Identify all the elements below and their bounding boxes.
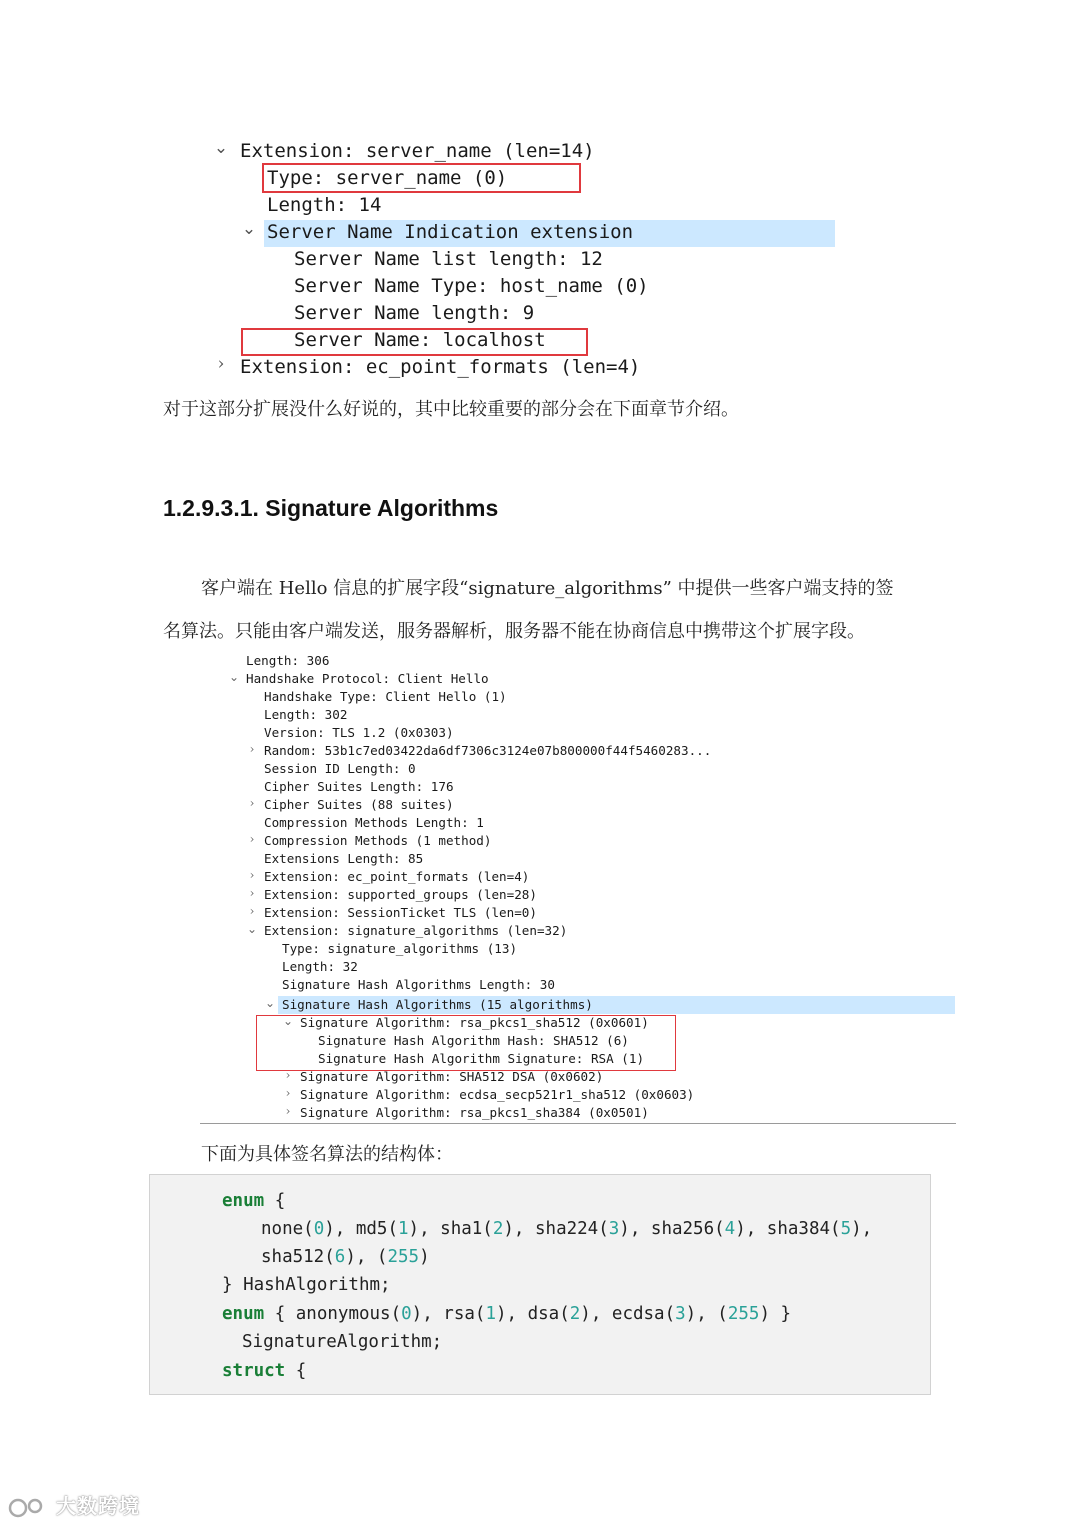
tree-row: Extension: signature_algorithms (len=32): [264, 923, 568, 938]
tree-row: Extension: SessionTicket TLS (len=0): [264, 905, 537, 920]
divider: [200, 1123, 956, 1124]
code-line: enum { anonymous(0), rsa(1), dsa(2), ecdsa(3), (255) }: [222, 1304, 792, 1324]
tree-row: Extension: server_name (len=14): [240, 140, 595, 162]
tree-row: Server Name Indication extension: [267, 221, 634, 243]
tree-row: Cipher Suites Length: 176: [264, 779, 454, 794]
tree-row: Version: TLS 1.2 (0x0303): [264, 725, 454, 740]
tree-row: Signature Algorithm: ecdsa_secp521r1_sha512 (0x0603): [300, 1087, 695, 1102]
tree-row: Signature Hash Algorithms Length: 30: [282, 977, 555, 992]
chevron-right-icon: ›: [285, 1068, 291, 1082]
tree-row: Length: 32: [282, 959, 358, 974]
chevron-down-icon: ⌄: [282, 1014, 294, 1028]
paragraph-note: 下面为具体签名算法的结构体：: [201, 1144, 453, 1165]
tree-row: Cipher Suites (88 suites): [264, 797, 454, 812]
tree-row: Server Name: localhost: [294, 329, 546, 351]
tree-row: Handshake Type: Client Hello (1): [264, 689, 507, 704]
tree-row: Session ID Length: 0: [264, 761, 416, 776]
chevron-right-icon: ›: [249, 832, 255, 846]
tree-row: Type: signature_algorithms (13): [282, 941, 518, 956]
tree-row: Signature Hash Algorithm Hash: SHA512 (6): [318, 1033, 629, 1048]
tree-row: Signature Algorithm: rsa_pkcs1_sha384 (0x0501): [300, 1105, 649, 1120]
wireshark-screenshot-sni: [200, 138, 850, 388]
code-line: struct {: [222, 1361, 307, 1381]
chevron-right-icon: ›: [249, 886, 255, 900]
watermark: [8, 1490, 140, 1520]
chevron-right-icon: ›: [249, 742, 255, 756]
section-heading: 1.2.9.3.1. Signature Algorithms: [163, 495, 499, 521]
chevron-down-icon: ⌄: [213, 138, 229, 158]
tree-row: Random: 53b1c7ed03422da6df7306c3124e07b800000f44f5460283...: [264, 743, 712, 758]
code-block: [149, 1174, 931, 1395]
chevron-down-icon: ⌄: [241, 219, 257, 239]
chevron-right-icon: ›: [249, 796, 255, 810]
tree-row: Extension: ec_point_formats (len=4): [264, 869, 530, 884]
highlight-box-server-name: [241, 328, 588, 356]
tree-row: Server Name list length: 12: [294, 248, 603, 270]
tree-row: Extensions Length: 85: [264, 851, 424, 866]
wireshark-screenshot-client-hello: [200, 650, 960, 1125]
chevron-right-icon: ›: [217, 354, 225, 374]
chevron-right-icon: ›: [249, 904, 255, 918]
tree-row: Server Name length: 9: [294, 302, 535, 324]
tree-row: Server Name Type: host_name (0): [294, 275, 649, 297]
watermark-logo-icon: [8, 1496, 48, 1520]
code-line: sha512(6), (255): [261, 1247, 430, 1267]
tree-row: Length: 302: [264, 707, 348, 722]
tree-row: Signature Algorithm: SHA512 DSA (0x0602): [300, 1069, 604, 1084]
paragraph-note: 对于这部分扩展没什么好说的，其中比较重要的部分会在下面章节介绍。: [163, 399, 739, 420]
tree-row: Extension: ec_point_formats (len=4): [240, 356, 641, 378]
tree-row: Signature Hash Algorithm Signature: RSA (1): [318, 1051, 645, 1066]
tree-row: Compression Methods Length: 1: [264, 815, 484, 830]
paragraph-line: 客户端在 Hello 信息的扩展字段“signature_algorithms” 中提供一些客户端支持的签: [201, 578, 894, 599]
chevron-right-icon: ›: [249, 868, 255, 882]
tree-row: Signature Algorithm: rsa_pkcs1_sha512 (0x0601): [300, 1015, 649, 1030]
code-line: } HashAlgorithm;: [222, 1275, 391, 1295]
tree-row: Compression Methods (1 method): [264, 833, 492, 848]
tree-row: Type: server_name (0): [267, 167, 508, 189]
watermark-text: 大数跨境: [55, 1494, 140, 1518]
tree-row: Handshake Protocol: Client Hello: [246, 671, 489, 686]
code-line: SignatureAlgorithm;: [242, 1332, 443, 1352]
tree-row: Signature Hash Algorithms (15 algorithms): [282, 997, 593, 1012]
highlight-box-rsa-sha512: [256, 1015, 676, 1071]
highlight-box-type: [262, 163, 581, 193]
chevron-right-icon: ›: [285, 1086, 291, 1100]
tree-row: Extension: supported_groups (len=28): [264, 887, 537, 902]
tree-row: Length: 14: [267, 194, 382, 216]
tree-row: Length: 306: [246, 653, 330, 668]
code-line: enum {: [222, 1191, 286, 1211]
chevron-right-icon: ›: [285, 1104, 291, 1118]
code-line: none(0), md5(1), sha1(2), sha224(3), sha256(4), sha384(5),: [261, 1219, 873, 1239]
paragraph-line: 名算法。只能由客户端发送，服务器解析，服务器不能在协商信息中携带这个扩展字段。: [163, 621, 865, 642]
chevron-down-icon: ⌄: [264, 996, 276, 1010]
chevron-down-icon: ⌄: [228, 670, 240, 684]
chevron-down-icon: ⌄: [246, 922, 258, 936]
